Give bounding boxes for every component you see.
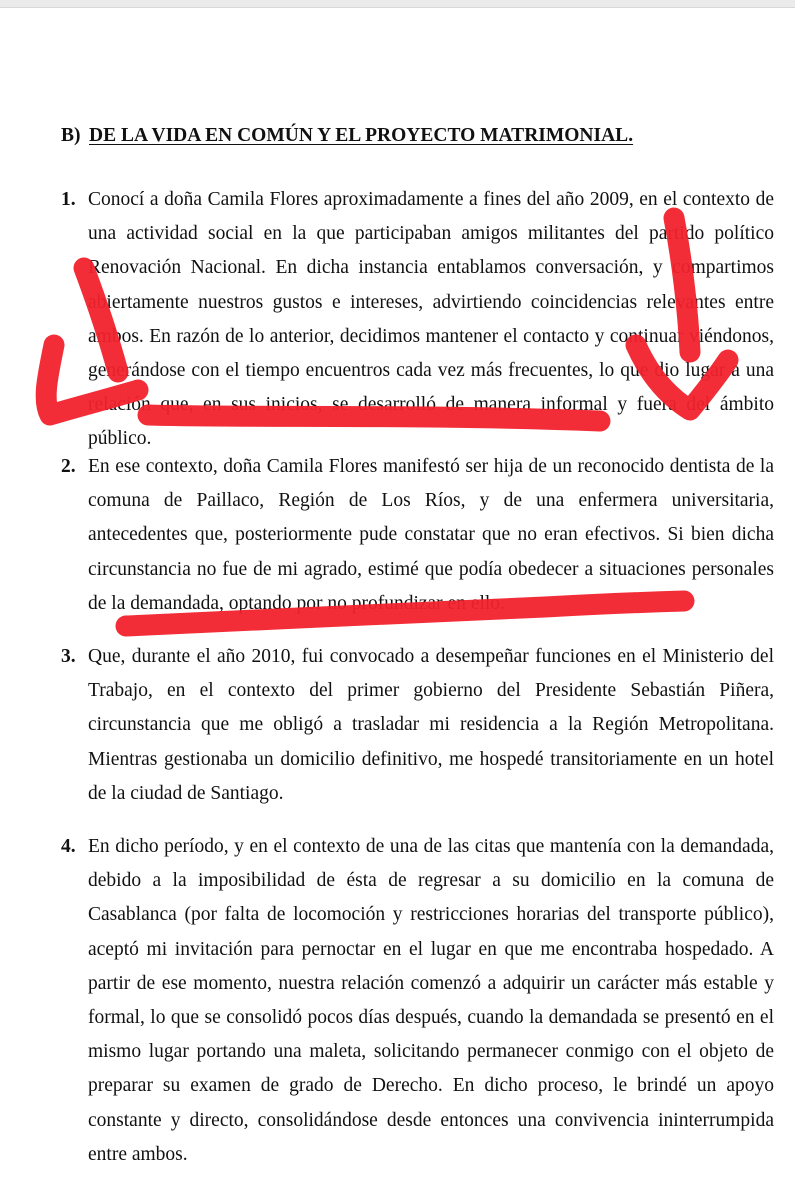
- paragraph-3: [61, 640, 774, 811]
- section-heading: [61, 124, 633, 148]
- section-title: DE LA VIDA EN COMÚN Y EL PROYECTO MATRIMONIAL.: [89, 125, 634, 146]
- section-letter: B): [61, 125, 81, 146]
- paragraph-4: [61, 830, 774, 1172]
- paragraph-number: 4.: [61, 836, 76, 857]
- paragraph-text: En ese contexto, doña Camila Flores manifestó ser hija de un reconocido dentista de la comuna de Paillaco, Región de Los Ríos, y de una enfermera universitaria, antecedentes que, posteriormente pude constatar que no eran efectivos. Si bien dicha circunstancia no fue de mi agrado, estimé que podía obedecer a situaciones personales de la demandada, optando por no profundizar en ello.: [88, 456, 774, 614]
- paragraph-number: 2.: [61, 456, 76, 477]
- paragraph-number: 1.: [61, 189, 76, 210]
- paragraph-2: [61, 450, 774, 621]
- paragraph-text: Conocí a doña Camila Flores aproximadamente a fines del año 2009, en el contexto de una actividad social en la que participaban amigos militantes del partido político Renovación Nacional. En dicha instancia entablamos conversación, y compartimos abiertamente nuestros gustos e intereses, advirtiendo coincidencias relevantes entre ambos. En razón de lo anterior, decidimos mantener el contacto y continuar viéndonos, generándose con el tiempo encuentros cada vez más frecuentes, lo que dio lugar a una relación que, en sus inicios, se desarrolló de manera informal y fuera del ámbito público.: [88, 189, 774, 450]
- paragraph-number: 3.: [61, 646, 76, 667]
- paragraph-text: Que, durante el año 2010, fui convocado a desempeñar funciones en el Ministerio del Trabajo, en el contexto del primer gobierno del Presidente Sebastián Piñera, circunstancia que me obligó a trasladar mi residencia a la Región Metropolitana. Mientras gestionaba un domicilio definitivo, me hospedé transitoriamente en un hotel de la ciudad de Santiago.: [88, 646, 774, 804]
- paragraph-text: En dicho período, y en el contexto de una de las citas que mantenía con la demandada, debido a la imposibilidad de ésta de regresar a su domicilio en la comuna de Casablanca (por falta de locomoción y restricciones horarias del transporte público), aceptó mi invitación para pernoctar en el lugar en que me encontraba hospedado. A partir de ese momento, nuestra relación comenzó a adquirir un carácter más estable y formal, lo que se consolidó pocos días después, cuando la demandada se presentó en el mismo lugar portando una maleta, solicitando permanecer conmigo con el objeto de preparar su examen de grado de Derecho. En dicho proceso, le brindé un apoyo constante y directo, consolidándose desde entonces una convivencia ininterrumpida entre ambos.: [88, 836, 774, 1165]
- paragraph-1: [61, 183, 774, 457]
